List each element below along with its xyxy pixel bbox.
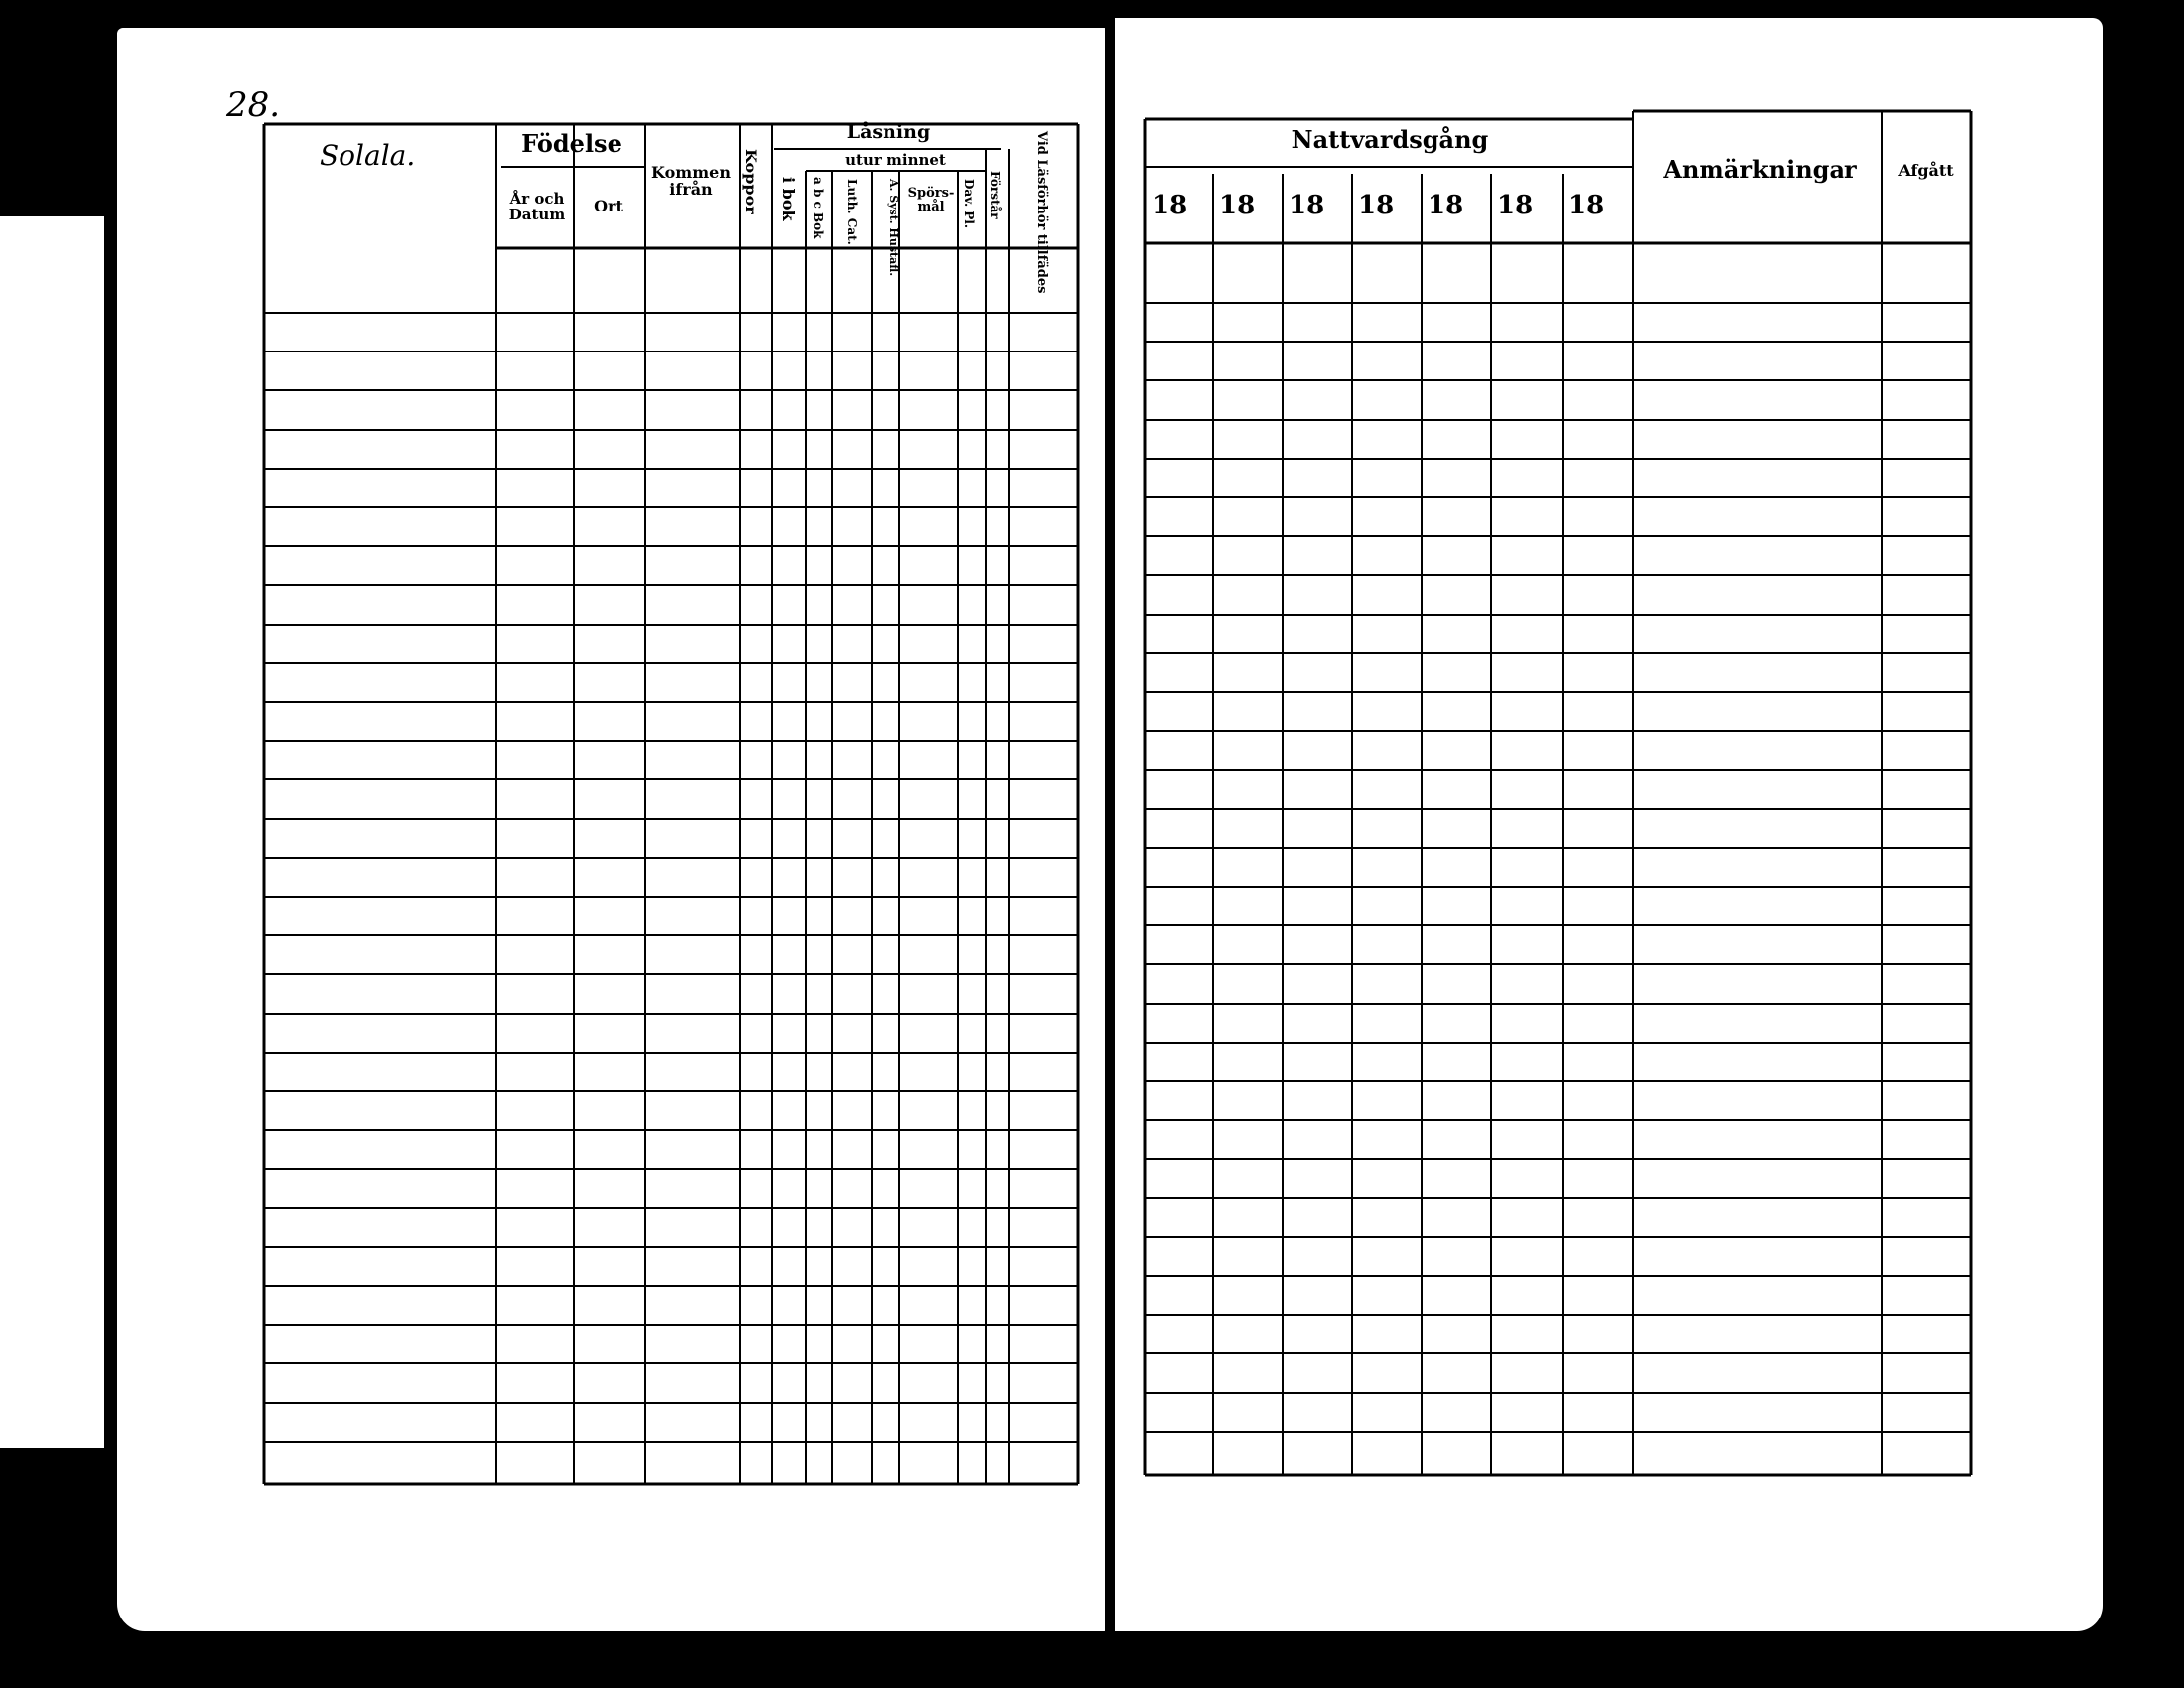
- header-abc-bok: a b c Bok: [811, 177, 825, 239]
- page-number: 28.: [226, 85, 281, 125]
- header-koppor: Koppor: [742, 149, 760, 214]
- header-fodelse: Födelse: [521, 129, 622, 158]
- header-ar-och-datum: År och Datum: [508, 190, 566, 223]
- year-prefix-2: 18: [1219, 191, 1256, 220]
- header-luth-cat: Luth. Cat.: [845, 179, 859, 245]
- header-utur-minnet: utur minnet: [845, 151, 946, 169]
- header-forstar: Förstår: [988, 171, 1002, 219]
- header-kommen-ifran: Kommen ifrån: [651, 163, 731, 199]
- year-prefix-5: 18: [1428, 191, 1464, 220]
- header-sporsmal: Spörs-mål: [907, 186, 955, 214]
- header-dav-pl: Dav. Pl.: [962, 179, 976, 229]
- header-ort: Ort: [594, 197, 623, 215]
- header-afgatt: Afgått: [1898, 161, 1954, 180]
- year-prefix-7: 18: [1569, 191, 1605, 220]
- header-a-sv-hustafl: A. Syst. Hustafl.: [887, 179, 900, 277]
- year-prefix-6: 18: [1497, 191, 1534, 220]
- year-prefix-3: 18: [1289, 191, 1325, 220]
- village-name: Solala.: [320, 139, 416, 172]
- header-i-bok: i bok: [779, 177, 798, 221]
- year-prefix-1: 18: [1152, 191, 1188, 220]
- header-nattvardsgang: Nattvardsgång: [1291, 125, 1489, 154]
- header-lasning: Låsning: [846, 121, 931, 143]
- year-prefix-4: 18: [1358, 191, 1395, 220]
- header-vid-lasforhor: Vid Läsförhör tillfädes: [1034, 131, 1049, 294]
- header-anmarkningar: Anmärkningar: [1663, 155, 1857, 184]
